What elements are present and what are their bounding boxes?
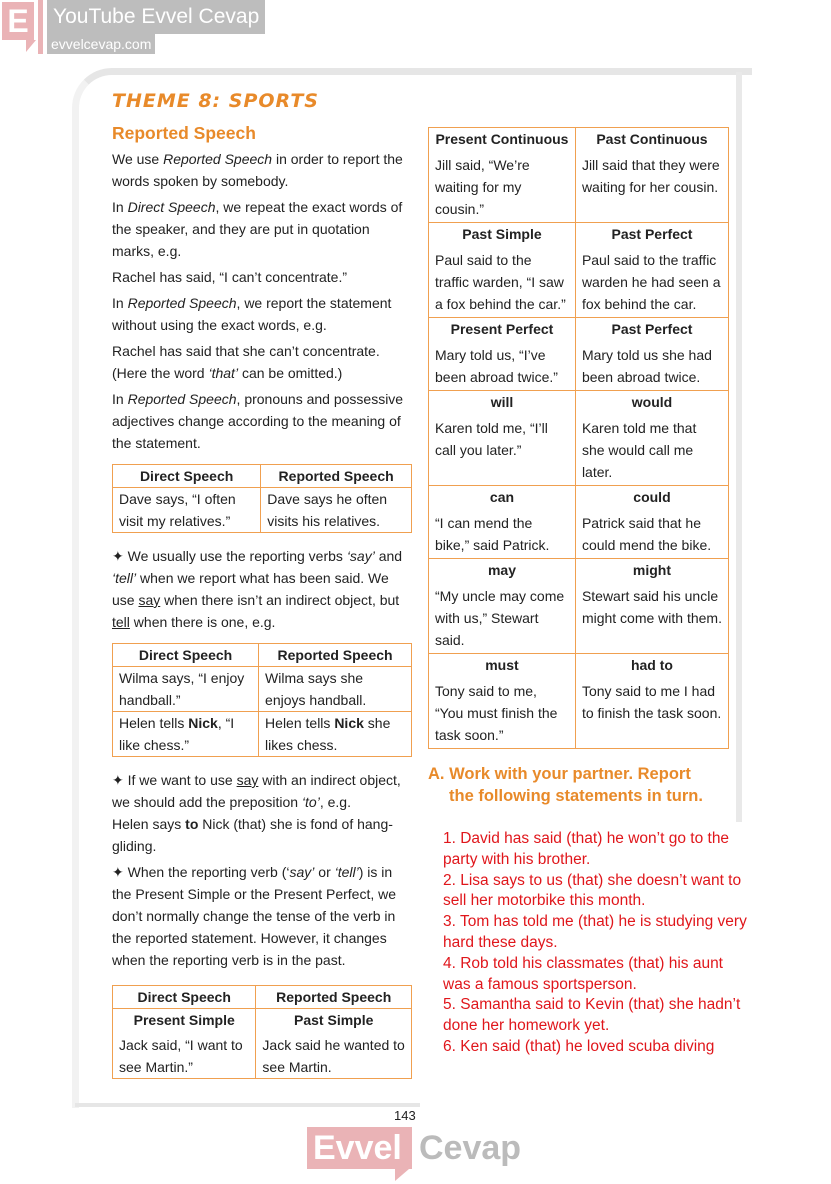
table-cell: [575, 223, 728, 318]
table-cell: [575, 318, 728, 391]
example: Tony said to me I had to finish the task soon.: [581, 683, 722, 721]
handwritten-answers: [443, 829, 753, 1058]
table-cell: Wilma says, “I enjoy handball.”: [113, 667, 259, 712]
col-header: Reported Speech: [261, 465, 412, 488]
task-line: A. Work with your partner. Report: [428, 765, 691, 783]
answer-item: 3. Tom has told me (that) he is studying very hard these days.: [443, 913, 747, 951]
table-row: [429, 486, 729, 559]
paragraph: In Reported Speech, pronouns and possessive adjectives change according to the meaning of the statement.: [112, 391, 404, 451]
watermark-youtube: YouTube Evvel Cevap: [47, 0, 265, 34]
bottom-rule: [75, 1103, 420, 1107]
table-cell: [575, 128, 728, 223]
paragraph: We use Reported Speech in order to report the words spoken by somebody.: [112, 151, 403, 189]
tense-label: might: [632, 562, 672, 578]
task-instruction: [428, 763, 729, 807]
right-column: [428, 127, 747, 1058]
tense-label: Past Simple: [462, 226, 542, 242]
example: Jill said, “We’re waiting for my cousin.”: [435, 157, 530, 217]
table-cell: [429, 486, 576, 559]
tense-label: could: [633, 489, 671, 505]
table-row: [429, 318, 729, 391]
table-cell: [575, 391, 728, 486]
answer-item: 4. Rob told his classmates (that) his aunt was a famous sportsperson.: [443, 954, 723, 993]
table-direct-reported-1: [112, 464, 412, 533]
tense-label: had to: [630, 657, 673, 673]
example: Paul said to the traffic warden, “I saw a fox behind the car.”: [435, 252, 566, 312]
table-cell: Helen tells Nick she likes chess.: [259, 712, 412, 757]
tense-label: may: [487, 562, 516, 578]
tense-label: Present Simple: [113, 1009, 256, 1032]
note: ✦ We usually use the reporting verbs ‘say’ and ‘tell’ when we report what has been said. We use say when there isn’t an indirect object, but tell when there is one, e.g.: [112, 548, 403, 630]
table-cell: [575, 654, 728, 749]
table-cell: Dave says, “I often visit my relatives.”: [113, 488, 261, 533]
example: Mary told us she had been abroad twice.: [581, 347, 712, 385]
table-cell: Dave says he often visits his relatives.: [261, 488, 412, 533]
paragraph: In Direct Speech, we repeat the exact words of the speaker, and they are put in quotation marks, e.g.: [112, 199, 403, 259]
watermark-site: evvelcevap.com: [47, 34, 155, 54]
table-cell: [429, 318, 576, 391]
section-heading: Reported Speech: [112, 123, 256, 143]
page-edge: [736, 72, 742, 822]
tense-label: can: [489, 489, 515, 505]
table-direct-reported-2: [112, 643, 412, 757]
table-cell: [429, 223, 576, 318]
example: Rachel has said, “I can’t concentrate.”: [112, 269, 348, 285]
note: ✦ If we want to use say with an indirect object, we should add the preposition ‘to’, e.g. Helen says to Nick (that) she is fond of hang-gliding.: [112, 772, 401, 854]
table-direct-reported-3: [112, 985, 412, 1079]
table-cell: [575, 486, 728, 559]
tense-label: will: [490, 394, 514, 410]
col-header: Direct Speech: [113, 465, 261, 488]
table-cell: [429, 128, 576, 223]
tense-label: Past Perfect: [611, 226, 693, 242]
note: ✦ When the reporting verb (‘say’ or ‘tell’) is in the Present Simple or the Present Perfect, we don’t normally change the tense of the verb in the reported statement. However, it changes when the reporting verb is in the past.: [112, 864, 397, 968]
example: Patrick said that he could mend the bike.: [581, 515, 712, 553]
tense-label: Past Perfect: [611, 321, 693, 337]
table-cell: [429, 391, 576, 486]
table-cell: [429, 559, 576, 654]
table-cell: [429, 654, 576, 749]
theme-title: THEME 8: SPORTS: [112, 90, 319, 112]
example: “My uncle may come with us,” Stewart said.: [435, 588, 565, 648]
example: Karen told me that she would call me later.: [581, 420, 697, 480]
left-column: [112, 122, 412, 1091]
table-cell: Jack said, “I want to see Martin.”: [113, 1031, 256, 1079]
example: “I can mend the bike,” said Patrick.: [435, 515, 550, 553]
logo-evvel: Evvel: [307, 1127, 412, 1169]
table-cell: [575, 559, 728, 654]
answer-item: 1. David has said (that) he won’t go to the party with his brother.: [443, 830, 730, 868]
example: Jill said that they were waiting for her cousin.: [581, 157, 720, 195]
task-line: the following statements in turn.: [449, 787, 703, 805]
tense-table: [428, 127, 729, 749]
table-cell: Wilma says she enjoys handball.: [259, 667, 412, 712]
example: Rachel has said that she can’t concentrate.: [112, 343, 380, 359]
answer-item: 6. Ken said (that) he loved scuba diving: [443, 1037, 715, 1055]
answer-item: 2. Lisa says to us (that) she doesn’t want to sell her motorbike this month.: [443, 871, 742, 910]
example: Stewart said his uncle might come with them.: [581, 588, 722, 626]
col-header: Direct Speech: [113, 986, 256, 1009]
example: Tony said to me, “You must finish the task soon.”: [435, 683, 558, 743]
paragraph: In Reported Speech, we report the statement without using the exact words, e.g.: [112, 295, 392, 333]
tense-label: Past Continuous: [596, 131, 708, 147]
example: Karen told me, “I’ll call you later.”: [435, 420, 548, 458]
tense-label: Present Perfect: [450, 321, 554, 337]
col-header: Reported Speech: [256, 986, 412, 1009]
table-row: [429, 223, 729, 318]
page-number: 143: [394, 1108, 416, 1123]
logo-cevap: Cevap: [419, 1129, 522, 1167]
table-row: [429, 559, 729, 654]
table-row: [429, 391, 729, 486]
logo-bar: [38, 0, 43, 54]
paragraph: (Here the word ‘that’ can be omitted.): [112, 365, 343, 381]
col-header: Direct Speech: [113, 644, 259, 667]
tense-label: Past Simple: [256, 1009, 412, 1032]
table-row: [429, 128, 729, 223]
answer-item: 5. Samantha said to Kevin (that) she hadn’t done her homework yet.: [443, 996, 741, 1035]
table-cell: Helen tells Nick, “I like chess.”: [113, 712, 259, 757]
col-header: Reported Speech: [259, 644, 412, 667]
table-row: [429, 654, 729, 749]
table-cell: Jack said he wanted to see Martin.: [256, 1031, 412, 1079]
logo-letter: E: [2, 2, 34, 40]
example: Mary told us, “I’ve been abroad twice.”: [435, 347, 558, 385]
tense-label: Present Continuous: [435, 131, 569, 147]
tense-label: would: [631, 394, 673, 410]
example: Paul said to the traffic warden he had seen a fox behind the car.: [581, 252, 721, 312]
tense-label: must: [485, 657, 519, 673]
